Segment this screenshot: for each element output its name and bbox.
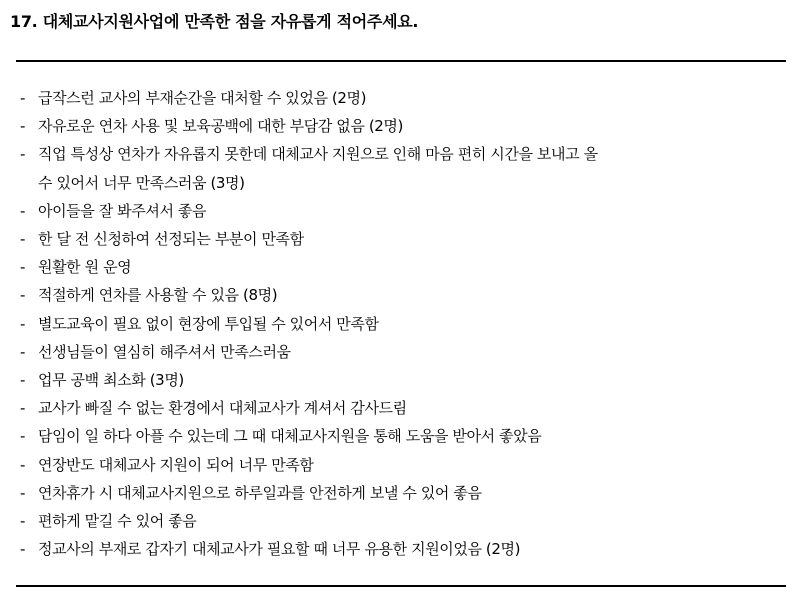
response-text: 연장반도 대체교사 지원이 되어 너무 만족함 (38, 455, 314, 474)
bullet-dash: - (20, 342, 26, 361)
response-text: 선생님들이 열심히 해주셔서 만족스러움 (38, 342, 291, 361)
bullet-dash: - (20, 540, 26, 559)
response-text: 편하게 맡길 수 있어 좋음 (38, 512, 197, 531)
bullet-dash: - (20, 512, 26, 531)
list-item (20, 253, 790, 281)
response-list (20, 84, 790, 563)
bullet-dash: - (20, 371, 26, 390)
response-text: 별도교육이 필요 없이 현장에 투입될 수 있어서 만족함 (38, 314, 379, 333)
bullet-dash: - (20, 314, 26, 333)
question-title: 17. 대체교사지원사업에 만족한 점을 자유롭게 적어주세요. (10, 12, 419, 31)
list-item (20, 366, 790, 394)
response-text: 업무 공백 최소화 (3명) (38, 371, 184, 390)
list-item (20, 112, 790, 140)
bullet-dash: - (20, 455, 26, 474)
list-item (20, 84, 790, 112)
bullet-dash: - (20, 230, 26, 249)
response-text: 연차휴가 시 대체교사지원으로 하루일과를 안전하게 보낼 수 있어 좋음 (38, 483, 482, 502)
bullet-dash: - (20, 483, 26, 502)
response-text: 급작스런 교사의 부재순간을 대처할 수 있었음 (2명) (38, 89, 367, 107)
response-text: 교사가 빠질 수 없는 환경에서 대체교사가 계셔서 감사드림 (38, 399, 407, 418)
list-item (20, 310, 790, 338)
response-text: 원활한 원 운영 (38, 258, 132, 277)
list-item (20, 394, 790, 422)
list-item (20, 422, 790, 450)
list-item (20, 140, 790, 196)
list-item (20, 507, 790, 535)
bullet-dash: - (20, 117, 26, 136)
response-text: 직업 특성상 연차가 자유롭지 못한데 대체교사 지원으로 인해 마음 편히 시간을 보내고 올 (38, 145, 598, 164)
response-text: 한 달 전 신청하여 선정되는 부분이 만족함 (38, 230, 304, 249)
response-text: 적절하게 연차를 사용할 수 있음 (8명) (38, 286, 278, 305)
list-item (20, 479, 790, 507)
bullet-dash: - (20, 286, 26, 305)
bullet-dash: - (20, 399, 26, 418)
bullet-dash: - (20, 258, 26, 277)
response-text: 자유로운 연차 사용 및 보육공백에 대한 부담감 없음 (2명) (38, 117, 403, 136)
bottom-divider (16, 585, 786, 587)
bullet-dash: - (20, 89, 26, 107)
bullet-dash: - (20, 201, 26, 220)
response-text: 정교사의 부재로 갑자기 대체교사가 필요할 때 너무 유용한 지원이었음 (2명) (38, 540, 521, 559)
list-item (20, 535, 790, 563)
list-item (20, 197, 790, 225)
list-item (20, 338, 790, 366)
bullet-dash: - (20, 145, 26, 164)
response-text: 담임이 일 하다 아플 수 있는데 그 때 대체교사지원을 통해 도움을 받아서 좋았음 (38, 427, 542, 446)
response-text-continuation: 수 있어서 너무 만족스러움 (3명) (38, 173, 245, 192)
top-divider (16, 60, 786, 62)
list-item (20, 281, 790, 309)
bullet-dash: - (20, 427, 26, 446)
response-text: 아이들을 잘 봐주셔서 좋음 (38, 201, 207, 220)
list-item (20, 451, 790, 479)
list-item (20, 225, 790, 253)
